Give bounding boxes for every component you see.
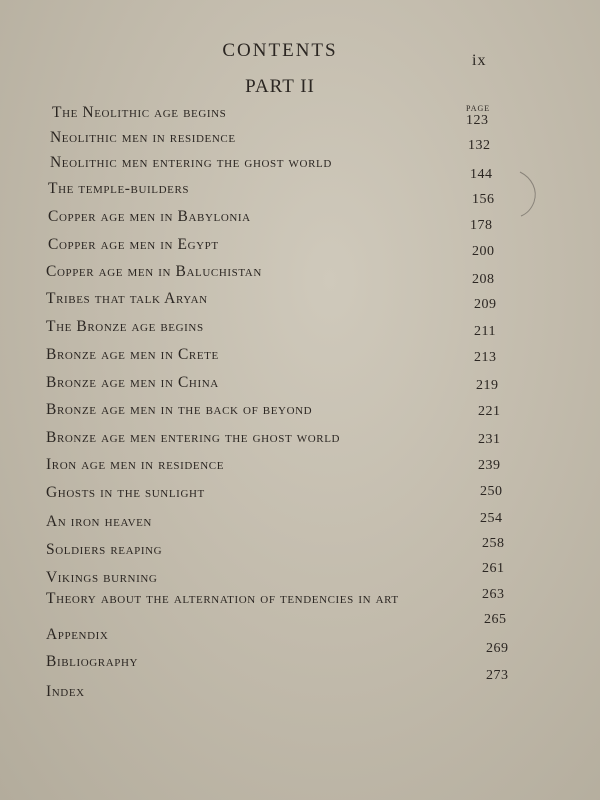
entry-title: Bronze age men in the back of beyond (46, 401, 313, 418)
entry-page-number: 123 (466, 113, 489, 128)
entry-page-number: 208 (472, 272, 495, 287)
pencil-mark-icon (518, 170, 540, 218)
entry-title: Copper age men in Baluchistan (46, 263, 262, 280)
part-heading: PART II (245, 76, 315, 97)
entry-title: Tribes that talk Aryan (46, 290, 208, 307)
entry-title: The temple-builders (48, 180, 190, 197)
contents-heading: CONTENTS (222, 40, 338, 61)
entry-title: Bronze age men entering the ghost world (46, 429, 341, 446)
entry-title: Copper age men in Egypt (48, 236, 219, 253)
entry-title: Soldiers reaping (46, 541, 163, 558)
entry-title: Index (46, 683, 85, 700)
entry-page-number: 132 (468, 138, 491, 153)
entry-title: Bronze age men in China (46, 374, 219, 391)
entry-page-number: 265 (484, 612, 507, 627)
entry-page-number: 209 (474, 297, 497, 312)
entry-page-number: 219 (476, 378, 499, 393)
entry-page-number: 239 (478, 458, 501, 473)
entry-title: Ghosts in the sunlight (46, 484, 205, 501)
entry-title: Bronze age men in Crete (46, 346, 219, 363)
entry-page-number: 144 (470, 167, 493, 182)
entry-title: Neolithic men entering the ghost world (50, 154, 332, 171)
entry-title: Copper age men in Babylonia (48, 208, 251, 225)
page-column-label: PAGE (466, 104, 491, 113)
entry-page-number: 211 (474, 324, 496, 339)
entry-title: Neolithic men in residence (50, 129, 236, 146)
entry-page-number: 269 (486, 641, 509, 656)
entry-title: Vikings burning (46, 569, 158, 586)
entry-title: The Bronze age begins (46, 318, 204, 335)
entry-title: Bibliography (46, 653, 139, 670)
entry-page-number: 273 (486, 668, 509, 683)
entry-page-number: 200 (472, 244, 495, 259)
entry-page-number: 254 (480, 511, 503, 526)
entry-page-number: 156 (472, 192, 495, 207)
entry-title: An iron heaven (46, 513, 152, 530)
entry-page-number: 213 (474, 350, 497, 365)
entry-page-number: 263 (482, 587, 505, 602)
entry-page-number: 261 (482, 561, 505, 576)
entry-title: Theory about the alternation of tendencies in art (46, 590, 399, 607)
entry-title: Iron age men in residence (46, 456, 225, 473)
entry-page-number: 178 (470, 218, 493, 233)
entry-page-number: 221 (478, 404, 501, 419)
entry-title: The Neolithic age begins (52, 104, 227, 121)
entry-title: Appendix (46, 626, 109, 643)
entry-page-number: 258 (482, 536, 505, 551)
page-number: ix (472, 52, 487, 69)
entry-page-number: 231 (478, 432, 501, 447)
entry-page-number: 250 (480, 484, 503, 499)
